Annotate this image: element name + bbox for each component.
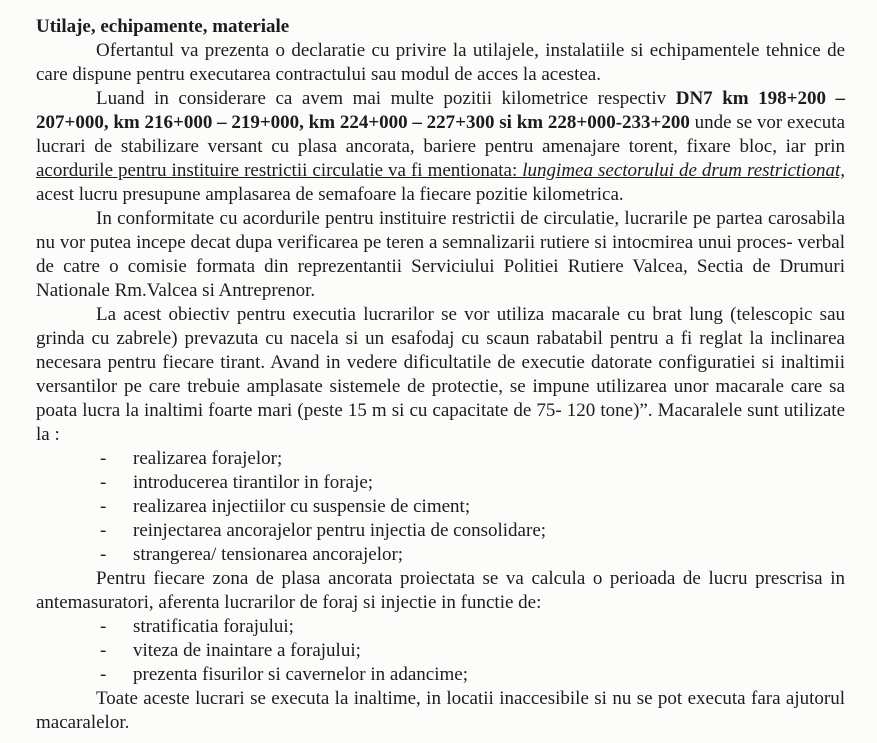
list-item-label: strangerea/ tensionarea ancorajelor;: [133, 544, 404, 565]
paragraph-traffic-restrictions: In conformitate cu acordurile pentru instituire restrictii de circulatie, lucrarile pe partea carosabila nu vor putea incepe decat dupa verificarea pe teren a semnalizarii rutiere si intocmirea unui proces- verbal de catre o comisie formata din reprezentantii Serviciului Politiei Rutiere Valcea, Sectia de Drumuri Nationale Rm.Valcea si Antreprenor.: [36, 208, 845, 301]
crane-uses-list: [36, 447, 845, 567]
list-item-label: reinjectarea ancorajelor pentru injectia de consolidare;: [133, 520, 547, 541]
km-positions-bold-text: DN7 km 198+200 – 207+000, km 216+000 – 219+000, km 224+000 – 227+300 si km 228+000-233+200: [36, 88, 846, 133]
list-item: [36, 663, 845, 687]
dash-bullet: -: [100, 640, 107, 661]
list-item: [36, 495, 845, 519]
list-item-label: stratificatia forajului;: [133, 616, 294, 637]
paragraph-work-period: Pentru fiecare zona de plasa ancorata proiectata se va calcula o perioada de lucru prescrisa in antemasuratori, aferenta lucrarilor de foraj si injectie in functie de:: [36, 568, 845, 613]
list-item: [36, 447, 845, 471]
list-item-label: realizarea forajelor;: [133, 448, 283, 469]
dash-bullet: -: [100, 448, 107, 469]
underlined-clause-italic: lungimea sectorului de drum restrictionat,: [522, 160, 845, 181]
list-item: [36, 639, 845, 663]
list-item-label: introducerea tirantilor in foraje;: [133, 472, 374, 493]
dash-bullet: -: [100, 544, 107, 565]
document-body: [36, 15, 845, 735]
list-item: [36, 471, 845, 495]
km-paragraph-tail: acest lucru presupune amplasarea de semafoare la fiecare pozitie kilometrica.: [36, 184, 624, 205]
work-period-factors-list: [36, 615, 845, 687]
list-item-label: viteza de inaintare a forajului;: [133, 640, 361, 661]
dash-bullet: -: [100, 664, 107, 685]
underlined-clause: [36, 160, 845, 181]
list-item: [36, 519, 845, 543]
dash-bullet: -: [100, 472, 107, 493]
km-paragraph-lead: Luand in considerare ca avem mai multe pozitii kilometrice respectiv: [96, 88, 667, 109]
paragraph-cranes: La acest obiectiv pentru executia lucrarilor se vor utiliza macarale cu brat lung (telescopic sau grinda cu zabrele) prevazuta cu nacela si un esafodaj cu scaun rabatabil pentru a fi reglat la inclinarea necesara pentru fiecare tirant. Avand in vedere dificultatile de executie datorate configuratiei si inaltimii versantilor pe care trebuie amplasate sistemele de protectie, se impune utilizarea unor macarale care sa poata lucra la inaltimi foarte mari (peste 15 m si cu capacitate de 75- 120 tone)”. Macaralele sunt utilizate la :: [36, 304, 845, 445]
list-item-label: prezenta fisurilor si cavernelor in adancime;: [133, 664, 468, 685]
dash-bullet: -: [100, 616, 107, 637]
document-heading: Utilaje, echipamente, materiale: [36, 16, 290, 37]
list-item: [36, 615, 845, 639]
dash-bullet: -: [100, 520, 107, 541]
paragraph-declaration: Ofertantul va prezenta o declaratie cu privire la utilajele, instalatiile si echipamentele tehnice de care dispune pentru executarea contractului sau modul de acces la acestea.: [36, 40, 845, 85]
paragraph-conclusion: Toate aceste lucrari se executa la inaltime, in locatii inaccesibile si nu se pot executa fara ajutorul macaralelor.: [36, 688, 845, 733]
paragraph-km-positions: [36, 87, 845, 207]
dash-bullet: -: [100, 496, 107, 517]
km-paragraph-mid: unde se vor executa lucrari de stabilizare versant cu plasa ancorata, bariere pentru amenajare torent, fixare bloc, iar prin: [36, 112, 846, 157]
underlined-clause-regular: acordurile pentru instituire restrictii circulatie va fi mentionata:: [36, 160, 518, 181]
list-item: [36, 543, 845, 567]
list-item-label: realizarea injectiilor cu suspensie de ciment;: [133, 496, 471, 517]
